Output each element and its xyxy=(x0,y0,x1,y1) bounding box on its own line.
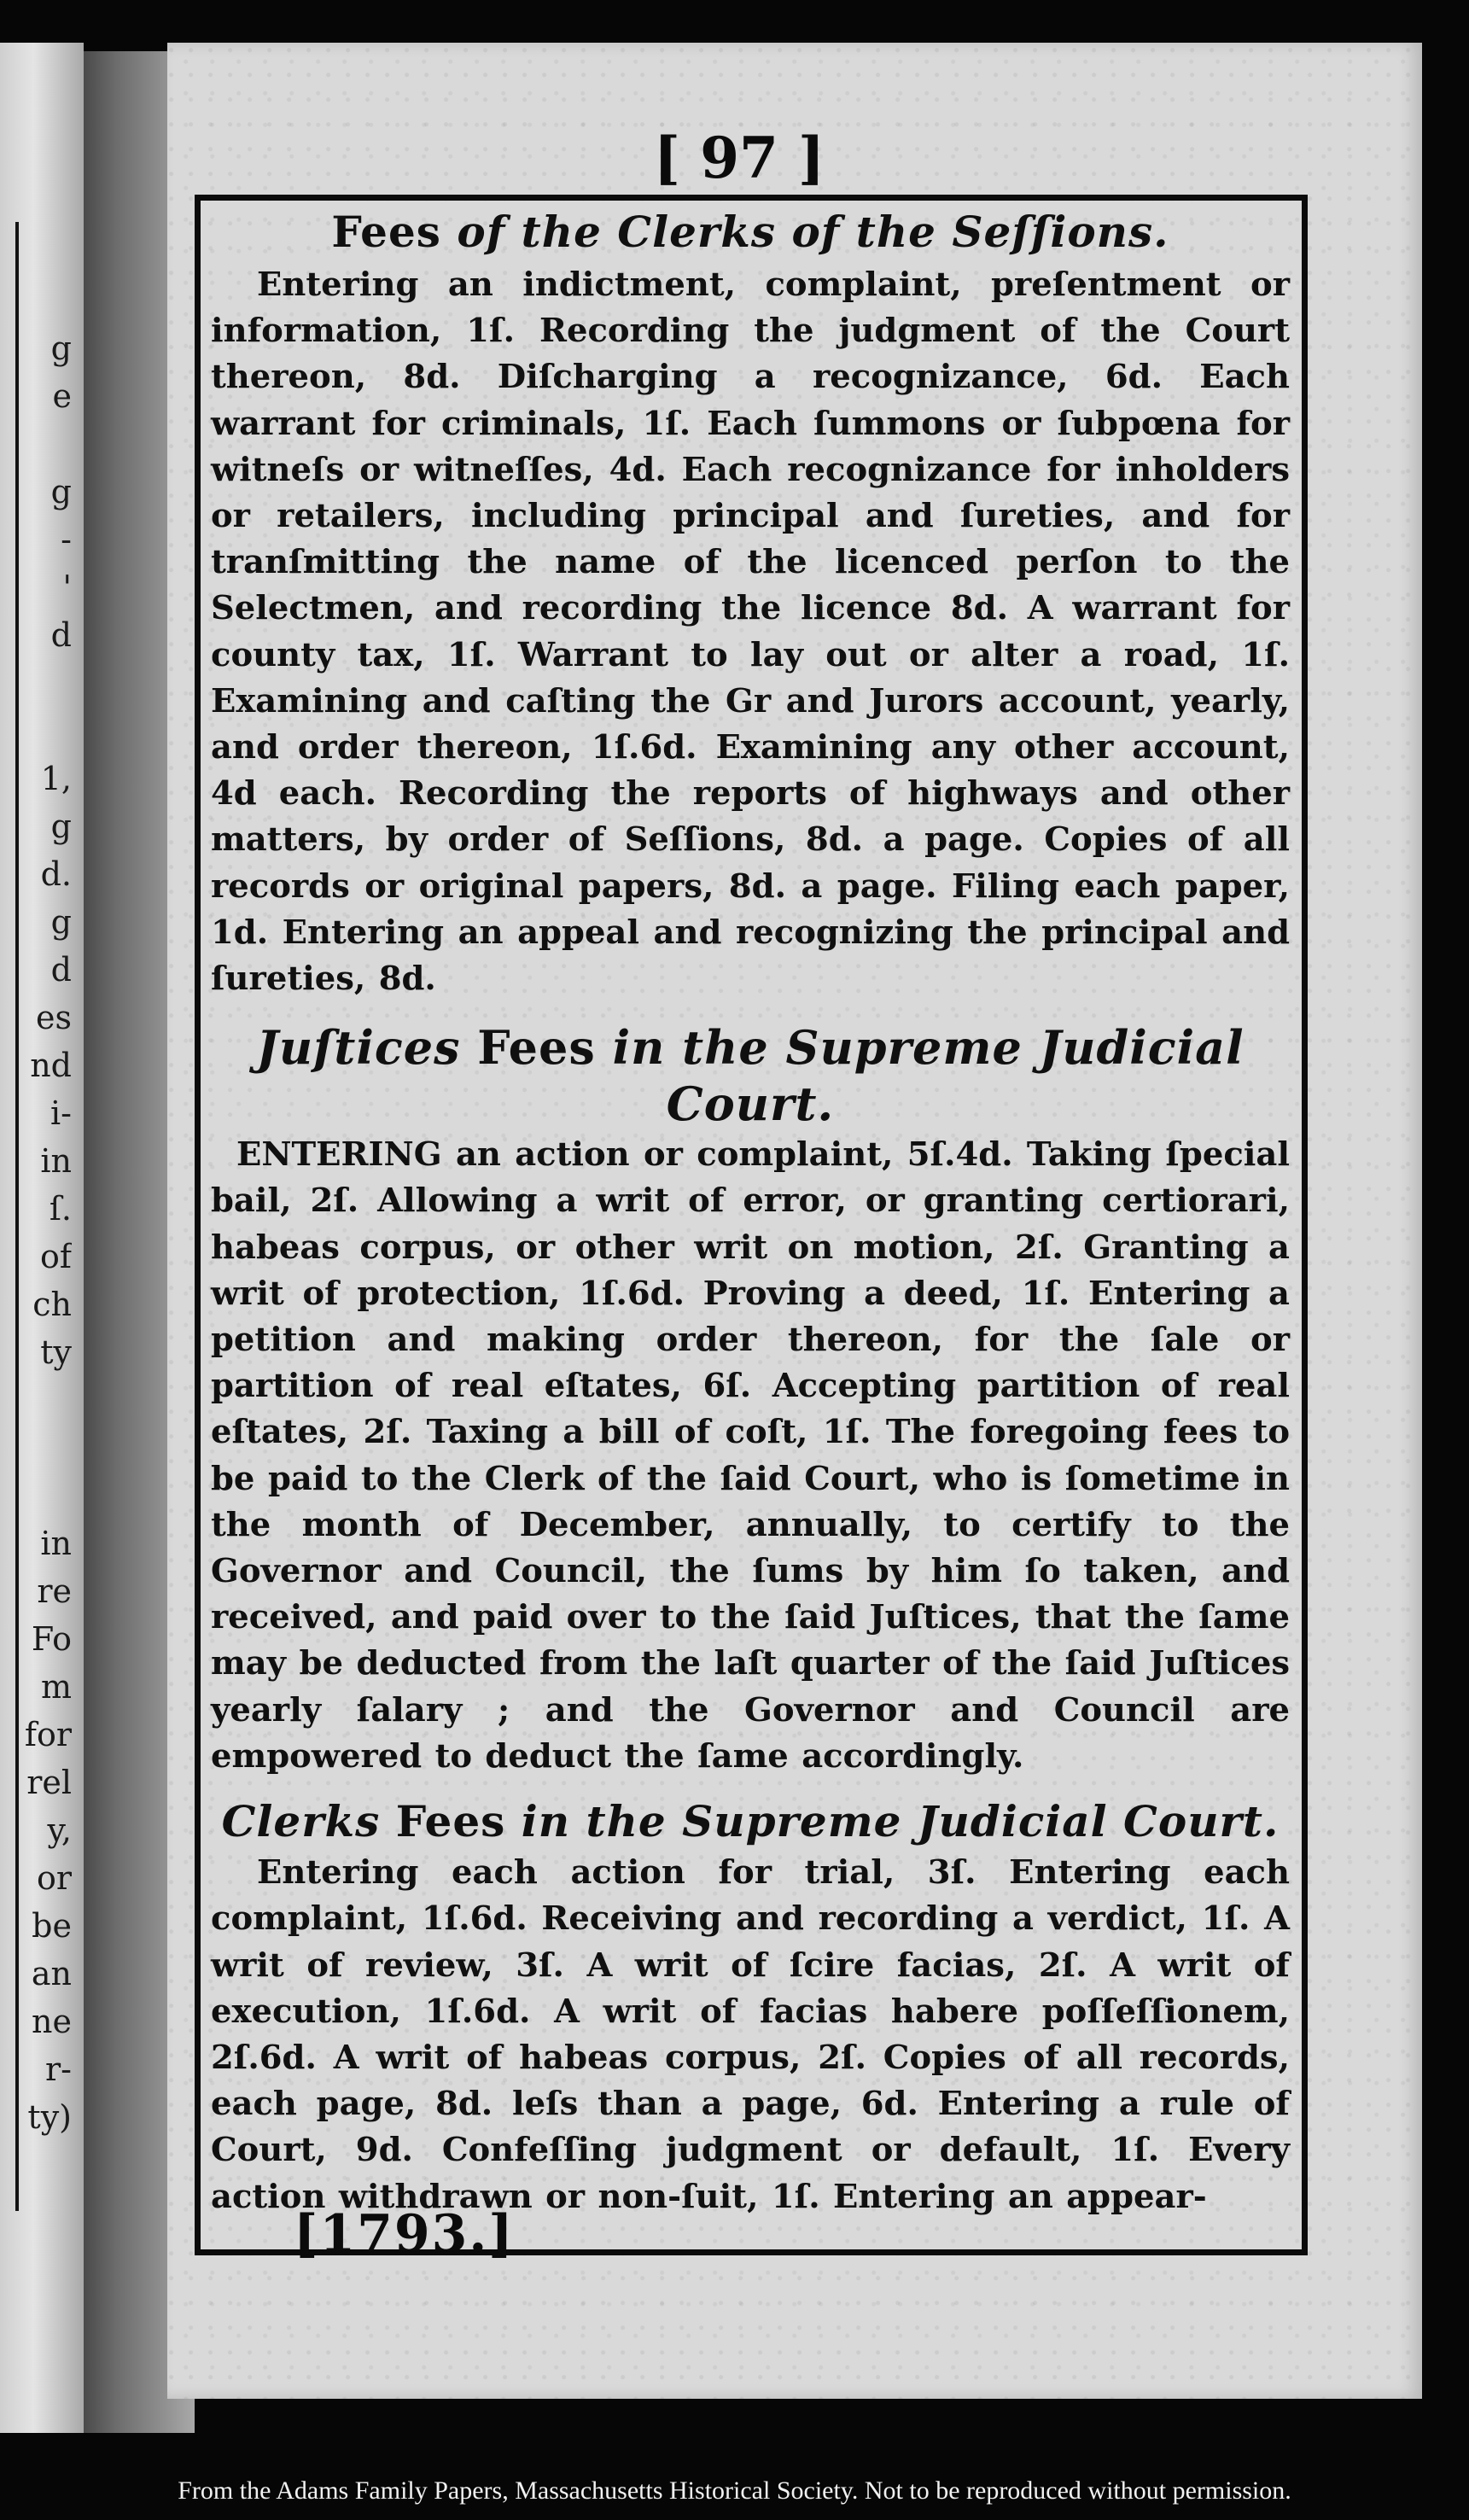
section-text-clerks-fees: Entering each action for trial, 3ſ. Entering each complaint, 1ſ.6d. Receiving and recording a verdict, 1ſ. A writ of review, 3ſ. A writ of ſcire facias, 2ſ. A writ of execution, 1ſ.6d. A writ of facias habere poſſeſſionem, 2ſ.6d. A writ of habeas corpus, 2ſ. Copies of all records, each page, 8d. leſs than a page, 6d. Entering a rule of Court, 9d. Confeſſing judgment or default, 1ſ. Every action withdrawn or non-ſuit, 1ſ. Entering an appear- xyxy=(211,1853,1290,2216)
facing-page-fragment: ty xyxy=(40,1333,72,1371)
facing-page-fragment: e xyxy=(52,377,72,415)
text-block xyxy=(211,204,1290,2232)
facing-page-fragment: for xyxy=(24,1716,72,1753)
facing-page-fragment: m xyxy=(40,1668,72,1706)
facing-page-fragment: g xyxy=(50,473,72,510)
facing-page-fragment xyxy=(0,707,72,755)
facing-page-fragment: be xyxy=(32,1907,72,1945)
facing-page-fragment: d xyxy=(50,616,72,654)
facing-page-fragment: 1, xyxy=(40,760,72,797)
facing-page-fragment: an xyxy=(31,1955,72,1992)
facing-page-fragment: d. xyxy=(40,855,72,893)
section-text-clerks-of-sessions: Entering an indictment, complaint, preſentment or information, 1ſ. Recording the judgment of the Court thereon, 8d. Diſcharging a recognizance, 6d. Each warrant for criminals, 1ſ. Each ſummons or ſubpœna for witneſs or witneſſes, 4d. Each recognizance for inholders or retailers, including principal and ſureties, and for tranſmitting the name of the licenced perſon to the Selectmen, and recording the licence 8d. A warrant for county tax, 1ſ. Warrant to lay out or alter a road, 1ſ. Examining and caſting the Gr and Jurors account, yearly, and order thereon, 1ſ.6d. Examining any other account, 4d each. Recording the reports of highways and other matters, by order of Seſſions, 8d. a page. Copies of all records or original papers, 8d. a page. Filing each paper, 1d. Entering an appeal and recognizing the principal and ſureties, 8d. xyxy=(211,265,1290,999)
facing-page-fragment: - xyxy=(61,521,72,558)
facing-page-fragment: ne xyxy=(32,2003,72,2040)
page-number: [ 97 ] xyxy=(653,125,825,191)
heading-italic-pre: Juſtices xyxy=(256,1020,461,1076)
text-frame xyxy=(195,195,1308,2255)
facing-page xyxy=(0,43,84,2433)
facing-page-fragment: y, xyxy=(47,1811,72,1849)
section-heading-clerks-of-sessions xyxy=(211,204,1290,260)
heading-roman: Fees xyxy=(477,1020,596,1076)
facing-page-fragment xyxy=(0,1376,72,1424)
facing-page-fragment: g xyxy=(50,330,72,367)
facing-page-fragment: in xyxy=(40,1142,72,1180)
facing-page-fragment: r- xyxy=(44,2050,72,2088)
facing-page-fragment: g xyxy=(50,808,72,845)
facing-page-fragment xyxy=(0,1472,72,1520)
heading-italic: of the Clerks of the Seſſions. xyxy=(457,207,1169,257)
facing-page-fragment: i- xyxy=(50,1094,72,1132)
facing-page-fragment: ' xyxy=(62,569,72,606)
facing-page-fragment: Fo xyxy=(31,1620,72,1658)
facing-page-fragment xyxy=(0,420,72,468)
facing-page-text-fragments xyxy=(0,324,72,2220)
facing-page-fragment xyxy=(0,1424,72,1472)
heading-roman: Fees xyxy=(395,1796,506,1847)
facing-page-fragment: rel xyxy=(26,1764,72,1801)
section-text-justices-fees: ENTERING an action or complaint, 5ſ.4d. Taking ſpecial bail, 2ſ. Allowing a writ of error, or granting certiorari, habeas corpus, or other writ on motion, 2ſ. Granting a writ of protection, 1ſ.6d. Proving a deed, 1ſ. Entering a petition and making order thereon, for the ſale or partition of real eſtates, 6ſ. Accepting partition of real eſtates, 2ſ. Taxing a bill of coſt, 1ſ. The foregoing fees to be paid to the Clerk of the ſaid Court, who is ſometime in the month of December, annually, to certify to the Governor and Council, the ſums by him ſo taken, and received, and paid over to the ſaid Juſtices, that the ſame may be deducted from the laſt quarter of the ſaid Juſtices yearly ſalary ; and the Governor and Council are empowered to deduct the ſame accordingly. xyxy=(211,1135,1290,1776)
facing-page-fragment: d xyxy=(50,951,72,989)
facing-page-fragment: ſ. xyxy=(49,1190,72,1228)
facing-page-fragment: ch xyxy=(32,1286,72,1323)
facing-page-fragment: in xyxy=(40,1525,72,1562)
heading-italic: in the Supreme Judicial Court. xyxy=(612,1020,1245,1132)
facing-page-fragment: of xyxy=(40,1238,72,1275)
section-heading-justices-fees xyxy=(211,1019,1290,1132)
facing-page-fragment xyxy=(0,659,72,707)
section-heading-clerks-fees xyxy=(211,1794,1290,1850)
facing-page-fragment: re xyxy=(37,1572,72,1610)
book-page xyxy=(167,43,1422,2399)
facing-page-fragment: g xyxy=(50,903,72,941)
heading-italic: in the Supreme Judicial Court. xyxy=(521,1796,1280,1847)
heading-roman: Fees xyxy=(331,207,441,257)
facing-page-fragment: or xyxy=(36,1859,72,1897)
archive-credit-line: From the Adams Family Papers, Massachusetts Historical Society. Not to be reproduced without permission. xyxy=(178,2476,1291,2505)
heading-italic-pre: Clerks xyxy=(221,1796,381,1847)
facing-page-fragment: es xyxy=(36,999,72,1036)
facing-page-fragment: ty) xyxy=(27,2098,72,2136)
facing-page-fragment: nd xyxy=(30,1047,72,1084)
signature-mark: [1793.] xyxy=(294,2204,515,2264)
lead-word: ENTERING xyxy=(236,1135,442,1175)
